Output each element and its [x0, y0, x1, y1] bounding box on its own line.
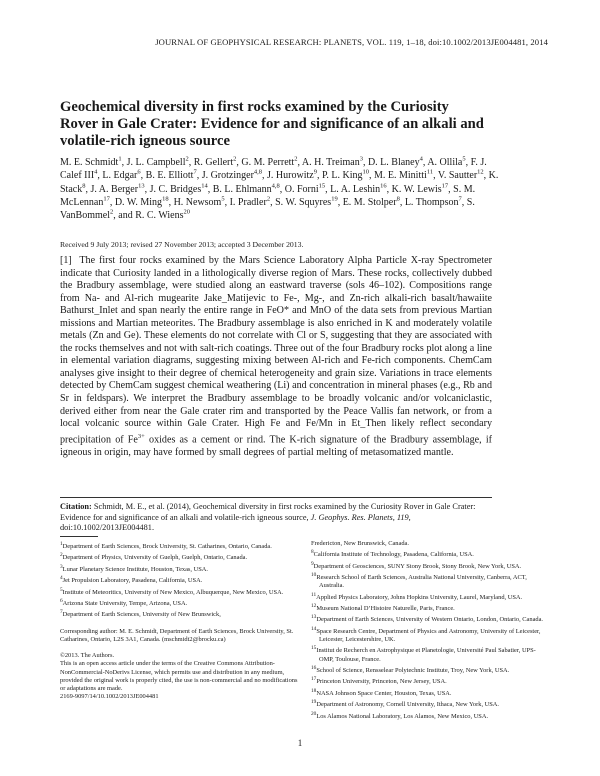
- author-name: G. M. Perrett: [241, 157, 295, 168]
- abstract-text-end: oxides as a cement or rind. The K-rich signature of the Bradbury assemblage, if igneous in origin, may have formed by small degrees of partial melting of metasomatized mantle.: [60, 434, 492, 458]
- author-join: and: [115, 210, 136, 222]
- affiliation: [311, 602, 549, 613]
- affiliation: [60, 597, 298, 608]
- abstract-sup: 3+: [137, 432, 145, 440]
- author-affiliation-ref: 8: [396, 195, 400, 203]
- affiliation: [60, 540, 298, 551]
- affiliation-text: Department of Earth Sciences, University of Western Ontario, London, Ontario, Canada.: [316, 616, 544, 624]
- abstract: [60, 255, 492, 459]
- affiliation-number: 20: [311, 710, 317, 717]
- author-affiliation-ref: 13: [138, 182, 145, 190]
- affiliation: [60, 551, 298, 562]
- author-affiliation-ref: 8: [82, 182, 86, 190]
- author-name: V. Sautter: [437, 170, 478, 182]
- author-affiliation-ref: 3: [359, 155, 363, 163]
- author-affiliation-ref: 17: [103, 195, 110, 203]
- affiliation: [311, 613, 549, 624]
- affiliation-text: Research School of Earth Sciences, Australia National University, Canberra, ACT, Australia.: [316, 574, 527, 590]
- author-affiliation-ref: 10: [362, 168, 370, 176]
- footnote-divider: [60, 536, 98, 537]
- affiliation: [311, 560, 549, 571]
- affiliation-text: Princeton University, Princeton, New Jersey, USA.: [316, 678, 447, 686]
- affiliation-text: Fredericton, New Brunswick, Canada.: [311, 540, 409, 547]
- author-affiliation-ref: 18: [162, 195, 169, 203]
- affiliation-number: 18: [311, 687, 317, 694]
- author-affiliation-ref: 1: [118, 155, 122, 163]
- affiliation-number: 11: [311, 591, 317, 598]
- author-name: J. C. Bridges: [149, 183, 202, 195]
- affiliation-text: Space Research Centre, Department of Physics and Astronomy, University of Leicester, Leicester, Leicestershire, UK.: [316, 627, 541, 644]
- author-affiliation-ref: 15: [318, 182, 326, 190]
- author-name: A. Ollila: [427, 157, 463, 168]
- author-name: O. Forni: [284, 183, 319, 195]
- author-affiliation-ref: 2: [233, 155, 237, 163]
- affiliation-number: 19: [311, 699, 317, 706]
- author-list: M. E. Schmidt$^1$, J. L. Campbell$^2$, R. Gellert$^2$, G. M. Perrett$^2$, A. H. Treiman$^3$, D. L. Blaney$^4$, A. Ollila$^5$, F. J. Calef III$^4$, L. Edgar$^6$, B. E. Elliott$^7$, J. Grotzinger$^{4,8}$, J. Hurowitz$^9$, P. L. King$^{10}$, M. E. Minitti$^{11}$, V. Sautter$^{12}$, K. Stack$^8$, J. A. Berger$^{13}$, J. C. Bridges$^{14}$, B. L. Ehlmann$^{4,8}$, O. Forni$^{15}$, L. A. Leshin$^{16}$, K. W. Lewis$^{17}$, S. M. McLennan$^{17}$, D. W. Ming$^{18}$, H. Newsom$^5$, I. Pradler$^2$, S. W. Squyres$^{19}$, E. M. Stolper$^8$, L. Thompson$^7$, S. VanBommel$^2$, and R. C. Wiens$^{20}$: [60, 155, 499, 222]
- author-affiliation-ref: 5: [462, 155, 466, 163]
- author-name: S. VanBommel: [60, 196, 475, 222]
- author-affiliation-ref: 9: [313, 168, 317, 176]
- paragraph-marker: [1]: [60, 255, 72, 266]
- affiliations-left-column: [60, 540, 298, 702]
- author-affiliation-ref: 17: [441, 182, 449, 190]
- affiliation-number: 6: [60, 597, 63, 604]
- affiliation-text: Department of Earth Sciences, Brock University, St. Catharines, Ontario, Canada.: [62, 543, 272, 551]
- affiliation-text: California Institute of Technology, Pasadena, California, USA.: [313, 551, 474, 559]
- author-name: S. W. Squyres: [275, 196, 332, 208]
- citation-doi: doi:10.1002/2013JE004481.: [60, 523, 155, 533]
- author-name: H. Newsom: [173, 196, 222, 208]
- paper-title: Geochemical diversity in first rocks examined by the Curiosity Rover in Gale Crater: Evidence for and significance of an alkali and volatile-rich igneous source: [60, 99, 484, 149]
- author-affiliation-ref: 7: [458, 195, 462, 203]
- affiliation-text: Jet Propulsion Laboratory, Pasadena, California, USA.: [62, 577, 203, 585]
- author-name: D. L. Blaney: [367, 157, 420, 168]
- citation: [60, 502, 492, 534]
- affiliation-text: Museum National D’Histoire Naturelle, Paris, France.: [316, 605, 455, 613]
- author-name: J. Hurowitz: [267, 170, 314, 182]
- page-number: 1: [297, 738, 303, 748]
- affiliation-number: 15: [311, 645, 317, 652]
- copyright: ©2013. The Authors.: [60, 652, 115, 660]
- author-affiliation-ref: 2: [110, 208, 114, 216]
- affiliation-text: Department of Physics, University of Guelph, Guelph, Ontario, Canada.: [62, 554, 248, 562]
- affiliation: [311, 644, 549, 664]
- author-name: I. Pradler: [229, 196, 267, 208]
- affiliation: [60, 574, 298, 585]
- affiliation: [311, 548, 549, 559]
- affiliation-text: Lunar Planetary Science Institute, Houston, Texas, USA.: [62, 565, 208, 573]
- author-name: R. C. Wiens: [135, 210, 184, 222]
- author-name: K. Stack: [60, 170, 499, 195]
- author-affiliation-ref: 7: [193, 168, 197, 176]
- affiliation-number: 10: [311, 572, 317, 578]
- affiliation-number: 14: [311, 625, 317, 632]
- affiliation: [311, 675, 549, 686]
- citation-text: Schmidt, M. E., et al. (2014), Geochemical diversity in first rocks examined by the Curiosity Rover in Gale Crater: Evidence for and significance of an alkali and volatile-rich igneous source,: [60, 502, 476, 522]
- affiliation: [311, 571, 549, 591]
- author-affiliation-ref: 4,8: [253, 168, 263, 176]
- author-affiliation-ref: 4: [94, 168, 98, 176]
- affiliation: [311, 698, 549, 709]
- author-name: J. A. Berger: [90, 183, 139, 195]
- author-affiliation-ref: 2: [294, 155, 298, 163]
- affiliation-text: Institut de Recherch en Astrophysique et Planetologie, Université Paul Sabatier, UPS-OMP, Toulouse, France.: [316, 647, 536, 663]
- affiliation-number: 16: [311, 665, 317, 671]
- author-name: L. Edgar: [102, 170, 138, 182]
- author-affiliation-ref: 6: [137, 168, 141, 176]
- author-name: E. M. Stolper: [342, 196, 397, 208]
- author-affiliation-ref: 12: [477, 168, 484, 176]
- affiliation-text: Department of Geosciences, SUNY Stony Brook, Stony Brook, New York, USA.: [313, 562, 522, 570]
- author-name: L. Thompson: [404, 196, 459, 208]
- author-affiliation-ref: 16: [380, 182, 387, 190]
- corresponding-author: Corresponding author: M. E. Schmidt, Department of Earth Sciences, Brock University, St. Catharines, Ontario, L2S 3A1, Canada. (mschmidt2@brocku.ca): [60, 627, 294, 643]
- abstract-text: The first four rocks examined by the Mars Science Laboratory Alpha Particle X-ray Spectrometer indicate that Curiosity landed in a lithologically diverse region of Mars. These rocks, collectively dubbed the Bradbury assemblage, were studied along an eastward traverse (sols 46–102). Compositions range from Na- and Al-rich mugearite Jake_Matijevic to Fe-, Mg-, and Zn-rich alkali-rich basalt/hawaiite Bathurst_Inlet and span nearly the entire range in FeO* and MnO of the data sets from previous Martian missions and Martian meteorites. The Bradbury assemblage is also enriched in K and moderately volatile metals (Zn and Ge). These elements do not correlate with Cl or S, suggesting that they are associated with the rocks themselves and not with salt-rich coatings. Three out of the four Bradbury rocks plot along a line in elemental variation diagrams, suggesting mixing between Al-rich and Fe-rich components. ChemCam analyses give insight to their degree of chemical heterogeneity and grain size. Variations in trace elements detected by ChemCam suggest chemical weathering (Li) and concentration in mineral phases (e.g., Rb and Sr in feldspars). We interpret the Bradbury assemblage to be broadly volcanic and/or volcaniclastic, derived either from near the Gale crater rim and transported by the Peace Vallis fan network, or from a local volcanic source within Gale Crater. High Fe and Fe/Mn in Et_Then likely reflect secondary precipitation of Fe: [60, 255, 492, 446]
- affiliation-text: Department of Earth Sciences, University of New Brunswick,: [62, 611, 221, 619]
- author-affiliation-ref: 11: [426, 168, 434, 176]
- author-name: L. A. Leshin: [330, 183, 381, 195]
- affiliation-number: 7: [60, 609, 63, 616]
- affiliation-number: 2: [60, 552, 63, 559]
- affiliation-number: 9: [311, 560, 314, 567]
- author-name: D. W. Ming: [114, 196, 163, 208]
- author-affiliation-ref: 4: [419, 155, 423, 163]
- affiliation-text: Applied Physics Laboratory, Johns Hopkins University, Laurel, Maryland, USA.: [316, 593, 523, 601]
- author-affiliation-ref: 4,8: [271, 182, 280, 190]
- author-affiliation-ref: 2: [266, 195, 271, 203]
- affiliation: [311, 591, 549, 602]
- journal-header: JOURNAL OF GEOPHYSICAL RESEARCH: PLANETS, VOL. 119, 1–18, doi:10.1002/2013JE004481, 2014: [155, 37, 548, 47]
- received-dates: Received 9 July 2013; revised 27 November 2013; accepted 3 December 2013.: [60, 240, 304, 249]
- affiliation-text: School of Science, Rensselear Polytechnic Institute, Troy, New York, USA.: [316, 667, 510, 675]
- affiliation: [311, 540, 549, 548]
- affiliation-text: Los Alamos National Laboratory, Los Alamos, New Mexico, USA.: [316, 712, 489, 720]
- author-affiliation-ref: 5: [221, 195, 225, 203]
- affiliation: [311, 710, 549, 721]
- affiliation: [311, 687, 549, 698]
- author-name: S. M. McLennan: [60, 183, 476, 208]
- affiliation-number: 8: [311, 549, 314, 556]
- affiliation-number: 12: [311, 603, 317, 609]
- author-name: F. J. Calef III: [60, 157, 487, 182]
- affiliations-right-column: [311, 540, 549, 721]
- affiliation: [60, 563, 298, 574]
- author-name: J. Grotzinger: [201, 170, 254, 182]
- author-name: M. E. Schmidt: [60, 157, 119, 168]
- affiliation: [60, 586, 298, 597]
- author-name: K. W. Lewis: [391, 183, 442, 195]
- affiliation-text: Department of Astronomy, Cornell University, Ithaca, New York, USA.: [316, 701, 500, 709]
- affiliation-text: Institute of Meteoritics, University of New Mexico, Albuquerque, New Mexico, USA.: [62, 588, 284, 596]
- author-name: M. E. Minitti: [374, 170, 427, 182]
- affiliation-number: 13: [311, 614, 317, 621]
- affiliation-text: Arizona State University, Tempe, Arizona, USA.: [62, 600, 188, 607]
- divider: [60, 497, 492, 498]
- author-name: B. L. Ehlmann: [212, 183, 272, 195]
- affiliation: [311, 625, 549, 645]
- affiliation-number: 3: [60, 563, 63, 570]
- citation-label: Citation:: [60, 502, 92, 511]
- author-affiliation-ref: 19: [331, 195, 338, 203]
- issn: 2169-9097/14/10.1002/2013JE004481: [60, 693, 159, 701]
- author-name: R. Gellert: [193, 157, 234, 168]
- author-name: B. E. Elliott: [145, 170, 194, 182]
- affiliation-number: 4: [60, 575, 63, 582]
- affiliation: [311, 664, 549, 675]
- affiliation: [60, 608, 298, 619]
- affiliation-number: 5: [60, 586, 63, 593]
- author-name: A. H. Treiman: [301, 157, 360, 168]
- license-text: This is an open access article under the terms of the Creative Commons Attribution-NonCommercial-NoDerivs License, which permits use and distribution in any medium, provided the original work is properly cited, the use is non-commercial and no modifications or adaptations are made.: [60, 660, 298, 693]
- author-name: J. L. Campbell: [126, 157, 186, 168]
- author-affiliation-ref: 2: [185, 155, 189, 163]
- author-affiliation-ref: 20: [183, 208, 191, 216]
- affiliation-number: 17: [311, 676, 317, 683]
- author-affiliation-ref: 14: [201, 182, 208, 190]
- affiliation-number: 1: [60, 541, 63, 547]
- author-name: P. L. King: [321, 170, 363, 182]
- affiliation-text: NASA Johnson Space Center, Houston, Texas, USA.: [316, 689, 452, 697]
- citation-journal: J. Geophys. Res. Planets, 119,: [310, 512, 411, 522]
